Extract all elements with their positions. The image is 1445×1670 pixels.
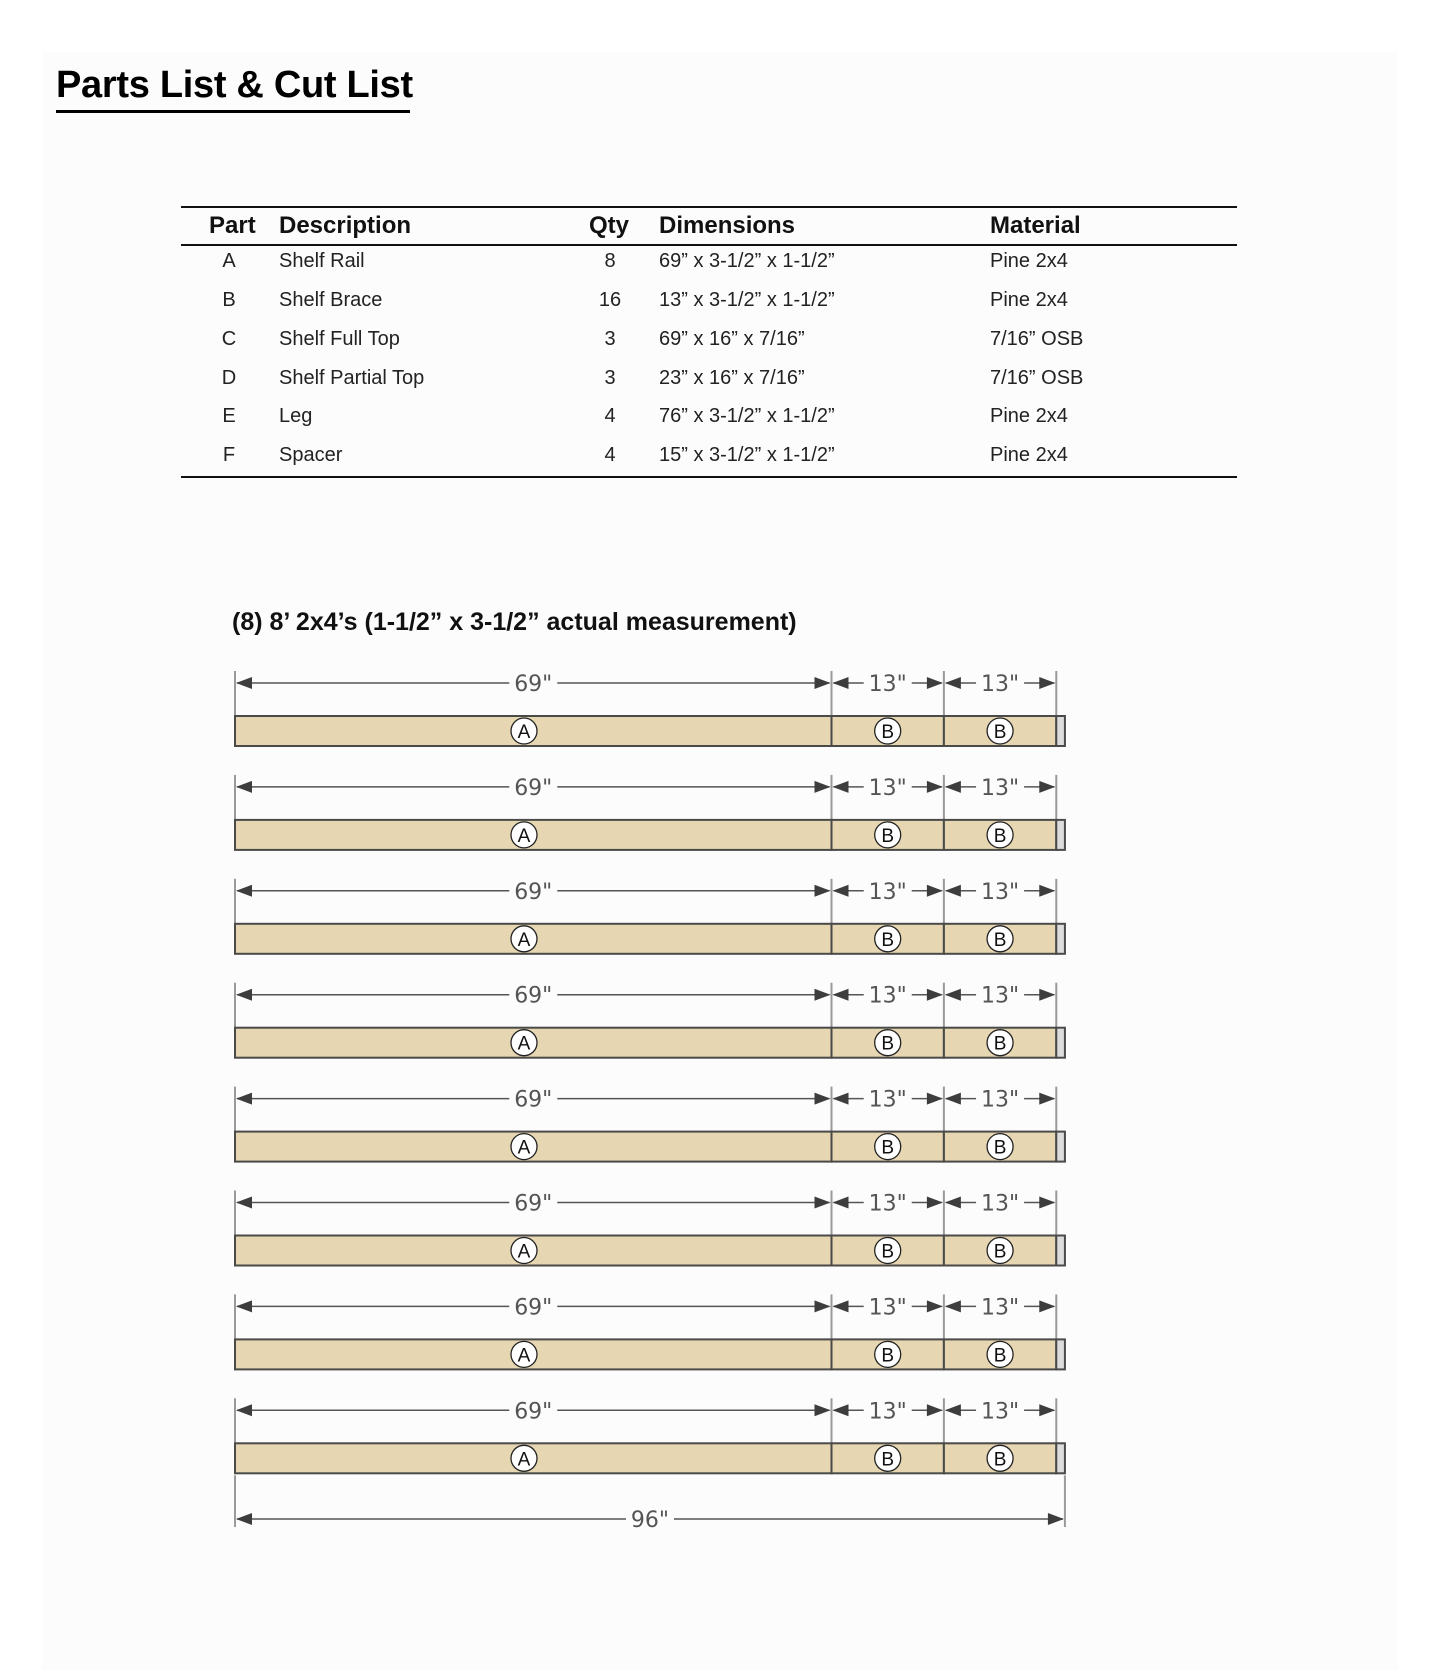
part-letter: A (517, 1033, 531, 1055)
board (235, 983, 1065, 1058)
arrowhead-left-icon (833, 1093, 849, 1105)
arrowhead-left-icon (945, 1404, 961, 1416)
page-title: Parts List & Cut List (56, 64, 413, 106)
part-callout (511, 822, 537, 848)
part-letter: B (881, 1033, 895, 1055)
cell-description: Spacer (279, 444, 343, 466)
dimension-a (236, 1295, 831, 1320)
arrowhead-right-icon (815, 1300, 831, 1312)
part-letter: B (881, 929, 895, 951)
part-letter: B (881, 825, 895, 847)
dimension-label: 13" (981, 672, 1020, 697)
part-callout (875, 1030, 901, 1056)
arrowhead-left-icon (945, 1300, 961, 1312)
arrowhead-right-icon (927, 1197, 943, 1209)
total-length-label: 96" (630, 1508, 670, 1533)
dimension-b (833, 1192, 943, 1217)
arrowhead-right-icon (1039, 885, 1055, 897)
dimension-b (945, 1399, 1055, 1424)
part-callout (875, 1445, 901, 1471)
arrowhead-right-icon (1039, 781, 1055, 793)
arrowhead-right-icon (927, 1093, 943, 1105)
part-letter: B (993, 825, 1007, 847)
arrowhead-right-icon (1048, 1513, 1064, 1525)
arrowhead-left-icon (833, 781, 849, 793)
part-letter: A (517, 1449, 531, 1471)
dimension-label: 13" (981, 1087, 1020, 1113)
board (235, 671, 1065, 746)
cell-qty: 4 (604, 405, 616, 427)
part-callout (987, 1030, 1013, 1056)
dimension-b (945, 880, 1055, 905)
arrowhead-right-icon (927, 989, 943, 1001)
board (235, 775, 1065, 850)
waste-piece (1056, 716, 1065, 746)
dimension-label: 13" (868, 1295, 907, 1321)
header-material: Material (990, 212, 1081, 239)
arrowhead-left-icon (833, 885, 849, 897)
part-callout (987, 1134, 1013, 1160)
cell-material: 7/16” OSB (990, 367, 1084, 389)
arrowhead-right-icon (927, 677, 943, 689)
dimension-label: 13" (981, 1191, 1020, 1217)
dimension-label: 13" (981, 983, 1020, 1009)
cell-dimensions: 15” x 3-1/2” x 1-1/2” (659, 444, 835, 466)
part-callout (875, 1341, 901, 1367)
part-letter: A (517, 1345, 531, 1367)
waste-piece (1056, 1236, 1065, 1266)
part-callout (511, 1134, 537, 1160)
waste-piece (1056, 1132, 1065, 1162)
dimension-label: 13" (981, 1399, 1020, 1425)
part-callout (875, 822, 901, 848)
arrowhead-left-icon (236, 1513, 252, 1525)
dimension-a (236, 880, 831, 905)
dimension-label: 13" (868, 1191, 907, 1217)
cell-dimensions: 13” x 3-1/2” x 1-1/2” (659, 289, 835, 311)
arrowhead-right-icon (815, 1404, 831, 1416)
dimension-label: 13" (868, 983, 907, 1009)
waste-piece (1056, 924, 1065, 954)
cell-description: Shelf Brace (279, 289, 383, 311)
part-callout (511, 718, 537, 744)
dimension-a (236, 776, 831, 801)
cell-part: E (222, 405, 236, 427)
dimension-label: 13" (868, 879, 907, 905)
cell-qty: 3 (604, 367, 616, 389)
overall-length-dimension (235, 1475, 1065, 1533)
dimension-label: 69" (514, 672, 553, 697)
cell-material: Pine 2x4 (990, 289, 1068, 311)
part-letter: B (993, 929, 1007, 951)
arrowhead-left-icon (945, 781, 961, 793)
board (235, 1398, 1065, 1473)
board (235, 879, 1065, 954)
dimension-label: 13" (981, 879, 1020, 905)
part-callout (511, 1238, 537, 1264)
waste-piece (1056, 1339, 1065, 1369)
cell-description: Shelf Partial Top (279, 367, 425, 389)
cell-dimensions: 23” x 16” x 7/16” (659, 367, 805, 389)
arrowhead-right-icon (1039, 989, 1055, 1001)
part-letter: B (881, 722, 895, 743)
cell-qty: 3 (604, 328, 616, 350)
part-callout (511, 1445, 537, 1471)
part-callout (875, 718, 901, 744)
cell-description: Shelf Full Top (279, 328, 400, 350)
cell-qty: 8 (604, 250, 616, 272)
dimension-label: 13" (868, 775, 907, 801)
part-letter: B (993, 1241, 1007, 1263)
dimension-b (945, 672, 1055, 697)
dimension-b (945, 984, 1055, 1009)
arrowhead-right-icon (1039, 1093, 1055, 1105)
cell-dimensions: 69” x 16” x 7/16” (659, 328, 805, 350)
arrowhead-left-icon (236, 989, 252, 1001)
dimension-a (236, 1192, 831, 1217)
waste-piece (1056, 1028, 1065, 1058)
part-letter: B (881, 1241, 895, 1263)
header-qty: Qty (589, 212, 630, 239)
dimension-label: 69" (514, 1191, 553, 1217)
cell-description: Shelf Rail (279, 250, 365, 272)
part-callout (875, 926, 901, 952)
part-letter: B (881, 1345, 895, 1367)
dimension-b (833, 880, 943, 905)
dimension-label: 69" (514, 1295, 553, 1321)
part-callout (987, 718, 1013, 744)
dimension-b (833, 984, 943, 1009)
arrowhead-right-icon (815, 781, 831, 793)
arrowhead-left-icon (236, 677, 252, 689)
part-letter: A (517, 825, 531, 847)
arrowhead-left-icon (833, 677, 849, 689)
dimension-b (945, 1088, 1055, 1113)
cell-dimensions: 69” x 3-1/2” x 1-1/2” (659, 250, 835, 272)
part-letter: A (517, 722, 531, 743)
arrowhead-left-icon (236, 1300, 252, 1312)
header-dimensions: Dimensions (659, 212, 796, 239)
dimension-b (833, 1399, 943, 1424)
part-callout (875, 1238, 901, 1264)
dimension-label: 69" (514, 879, 553, 905)
dimension-label: 13" (868, 1399, 907, 1425)
part-callout (987, 822, 1013, 848)
part-letter: B (993, 1033, 1007, 1055)
cell-material: 7/16” OSB (990, 328, 1084, 350)
dimension-b (945, 1192, 1055, 1217)
arrowhead-right-icon (927, 781, 943, 793)
cell-material: Pine 2x4 (990, 444, 1068, 466)
cell-dimensions: 76” x 3-1/2” x 1-1/2” (659, 405, 835, 427)
dimension-a (236, 1399, 831, 1424)
arrowhead-right-icon (815, 885, 831, 897)
board (235, 1294, 1065, 1369)
cell-material: Pine 2x4 (990, 250, 1068, 272)
arrowhead-left-icon (945, 1197, 961, 1209)
dimension-label: 13" (868, 1087, 907, 1113)
dimension-b (833, 1088, 943, 1113)
arrowhead-left-icon (945, 1093, 961, 1105)
dimension-label: 69" (514, 775, 553, 801)
arrowhead-left-icon (833, 1404, 849, 1416)
arrowhead-left-icon (945, 677, 961, 689)
part-letter: B (993, 1449, 1007, 1471)
part-letter: A (517, 1137, 531, 1159)
arrowhead-right-icon (927, 1300, 943, 1312)
part-letter: A (517, 929, 531, 951)
arrowhead-right-icon (927, 885, 943, 897)
part-callout (987, 1341, 1013, 1367)
arrowhead-left-icon (236, 781, 252, 793)
part-callout (511, 926, 537, 952)
cell-description: Leg (279, 405, 313, 427)
cell-part: C (221, 328, 237, 350)
part-callout (511, 1341, 537, 1367)
dimension-a (236, 1088, 831, 1113)
dimension-label: 13" (981, 775, 1020, 801)
arrowhead-left-icon (236, 1197, 252, 1209)
dimension-b (945, 776, 1055, 801)
arrowhead-left-icon (833, 989, 849, 1001)
dimension-b (945, 1295, 1055, 1320)
dimension-a (236, 672, 831, 697)
part-letter: B (993, 1345, 1007, 1367)
waste-piece (1056, 820, 1065, 850)
header-part: Part (209, 212, 256, 239)
header-description: Description (279, 212, 412, 239)
dimension-label: 13" (981, 1295, 1020, 1321)
dimension-label: 13" (868, 672, 907, 697)
arrowhead-left-icon (945, 989, 961, 1001)
cell-part: F (222, 444, 236, 466)
waste-piece (1056, 1443, 1065, 1473)
part-callout (875, 1134, 901, 1160)
board (235, 1191, 1065, 1266)
part-callout (987, 926, 1013, 952)
cell-part: B (222, 289, 236, 311)
arrowhead-left-icon (236, 885, 252, 897)
arrowhead-right-icon (1039, 1300, 1055, 1312)
cell-qty: 16 (598, 289, 622, 311)
dimension-label: 69" (514, 983, 553, 1009)
dimension-b (833, 672, 943, 697)
part-letter: B (993, 1137, 1007, 1159)
cell-material: Pine 2x4 (990, 405, 1068, 427)
arrowhead-left-icon (236, 1093, 252, 1105)
dimension-label: 69" (514, 1399, 553, 1425)
arrowhead-right-icon (1039, 1404, 1055, 1416)
arrowhead-left-icon (945, 885, 961, 897)
dimension-label: 69" (514, 1087, 553, 1113)
arrowhead-right-icon (815, 677, 831, 689)
part-letter: B (881, 1449, 895, 1471)
arrowhead-left-icon (236, 1404, 252, 1416)
cell-part: A (222, 250, 236, 272)
arrowhead-left-icon (833, 1300, 849, 1312)
dimension-b (833, 1295, 943, 1320)
part-callout (987, 1238, 1013, 1264)
cell-part: D (221, 367, 237, 389)
part-callout (987, 1445, 1013, 1471)
board (235, 1087, 1065, 1162)
part-letter: A (517, 1241, 531, 1263)
arrowhead-right-icon (815, 1197, 831, 1209)
dimension-a (236, 984, 831, 1009)
cell-qty: 4 (604, 444, 616, 466)
part-letter: B (881, 1137, 895, 1159)
dimension-b (833, 776, 943, 801)
cut-list-heading: (8) 8’ 2x4’s (1-1/2” x 3-1/2” actual measurement) (232, 608, 797, 636)
arrowhead-right-icon (815, 1093, 831, 1105)
part-letter: B (993, 722, 1007, 743)
part-callout (511, 1030, 537, 1056)
arrowhead-right-icon (927, 1404, 943, 1416)
arrowhead-left-icon (833, 1197, 849, 1209)
arrowhead-right-icon (1039, 677, 1055, 689)
arrowhead-right-icon (1039, 1197, 1055, 1209)
arrowhead-right-icon (815, 989, 831, 1001)
